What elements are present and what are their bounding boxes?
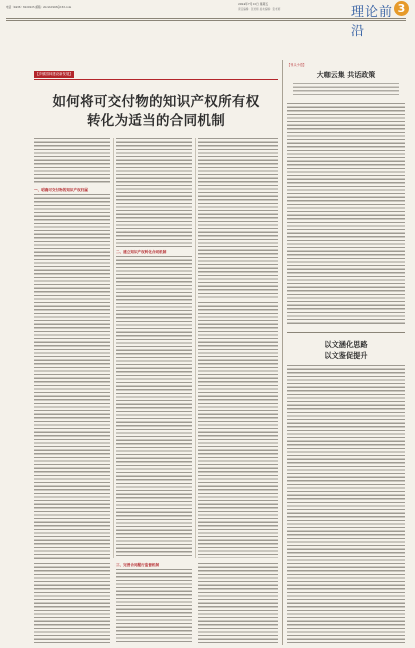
page-number-badge: 3 xyxy=(394,1,409,16)
section2-title-line1: 以文涵化思路 xyxy=(324,340,368,349)
body-text-col1-a xyxy=(34,138,110,185)
column-separator xyxy=(195,138,196,558)
issue-date: 2024年7月12日 星期五 xyxy=(238,2,269,6)
body-text-col3-b xyxy=(198,302,278,558)
article-title-line2: 转化为适当的合同机制 xyxy=(87,113,225,129)
editor-info: 责任编辑：张老师 美术编辑：张老师 xyxy=(238,8,281,11)
subhead-2: 二、建立知识产权转化合同机制 xyxy=(116,250,167,254)
subhead-3: 三、完善合同履行监督机制 xyxy=(116,563,160,567)
body-text-lower-col3 xyxy=(198,563,278,643)
tag-underline xyxy=(34,79,278,80)
subhead-1: 一、明确可交付物的知识产权归属 xyxy=(34,188,88,192)
column-tag: 【乡镇园林建设新发展】 xyxy=(35,72,73,76)
body-text-lower-col2 xyxy=(116,569,192,643)
column-separator xyxy=(113,138,114,558)
section-title: 理论前沿 xyxy=(351,5,394,39)
body-text-col3-a xyxy=(198,138,278,298)
section2-body xyxy=(287,365,405,643)
right-column-divider xyxy=(282,60,283,645)
body-text-col2-a xyxy=(116,138,192,248)
contact-info: 电话（0436）6220225 邮箱：zhcxh1993@163.com xyxy=(6,6,72,9)
right-column-body xyxy=(287,103,405,326)
right-column-title: 大咖云集 共话政策 xyxy=(316,70,376,79)
body-text-col1-b xyxy=(34,194,110,559)
right-column-lead xyxy=(293,83,399,97)
body-text-col2-b xyxy=(116,256,192,558)
article-title-line1: 如何将可交付物的知识产权所有权 xyxy=(52,94,260,110)
body-text-lower-col1 xyxy=(34,563,110,643)
section2-title-line2: 以文鉴促提升 xyxy=(324,351,368,360)
right-column-rule xyxy=(287,332,405,333)
page-header xyxy=(6,2,406,39)
right-column-tag: 【刊头小语】 xyxy=(287,63,307,67)
